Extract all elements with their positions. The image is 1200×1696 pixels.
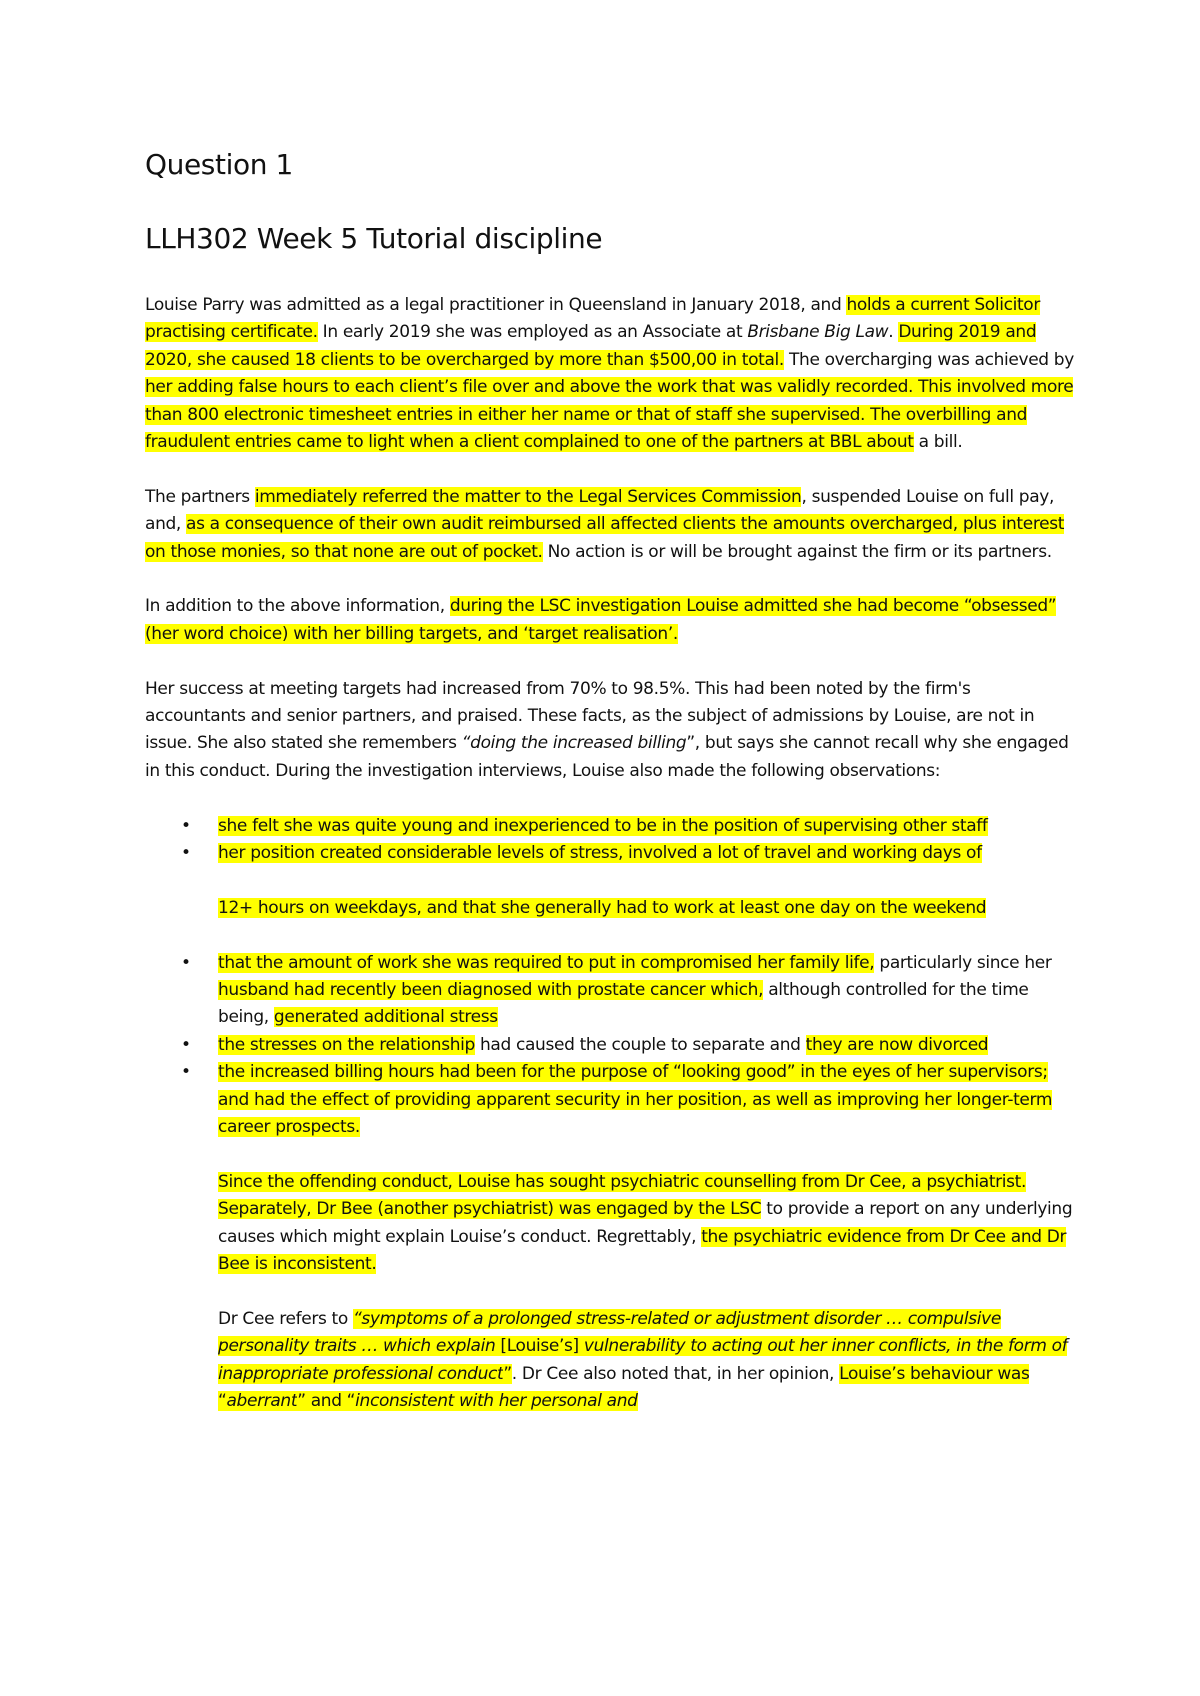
list-item-text [218, 953, 1052, 1028]
text-run: , suspended Louise on full pay, and, [145, 486, 1055, 535]
text-run: ”, but says she cannot recall why she engaged in this conduct. During the investigation interviews, Louise also made the following observations: [145, 733, 1069, 781]
list-item-text [218, 816, 988, 836]
text-run: In addition to the above information, [145, 596, 450, 617]
highlighted-text: “symptoms of a prolonged stress-related or adjustment disorder … compulsive personality traits … which explain [218, 1308, 1001, 1357]
paragraph-3 [145, 593, 1075, 648]
bullet-icon: • [181, 843, 191, 864]
list-item [145, 950, 1075, 1032]
list-item-text [218, 843, 982, 863]
paragraph-6 [145, 1306, 1075, 1416]
bullet-icon: • [181, 815, 191, 836]
text-run: “doing the increased billing [461, 733, 687, 754]
text-run: Brisbane Big Law [747, 322, 889, 343]
highlighted-text: they are now divorced [805, 1034, 989, 1055]
question-heading: Question 1 [145, 148, 293, 181]
highlighted-text: vulnerability to acting out her inner conflicts, in the form of inappropriate professional conduct [218, 1336, 1068, 1384]
document-title: LLH302 Week 5 Tutorial discipline [145, 222, 603, 255]
highlighted-text: Since the offending conduct, Louise has sought psychiatric counselling from Dr Cee, a psychiatrist. Separately, Dr Bee (another psychiatrist) was engaged by the LSC [218, 1171, 1027, 1220]
text-run: . Dr Cee also noted that, in her opinion, [511, 1363, 840, 1384]
highlighted-text: During 2019 and 2020, she caused 18 clients to be overcharged by more than $500,00 in total. [145, 322, 1037, 370]
bullet-icon: • [181, 1062, 191, 1083]
paragraph-2 [145, 484, 1075, 566]
bullet-icon: • [181, 952, 191, 973]
text-run: Dr Cee refers to [218, 1308, 353, 1329]
highlighted-text: holds a current Solicitor practising certificate. [145, 295, 1040, 343]
observations-list [145, 813, 1075, 1142]
highlighted-text: immediately referred the matter to the Legal Services Commission [254, 486, 802, 507]
list-item-continuation [218, 898, 986, 918]
text-run: The overcharging was achieved by [783, 349, 1074, 370]
highlighted-text: [Louise’s] [500, 1336, 579, 1357]
text-run: although controlled for the time being, [218, 980, 1029, 1028]
text-run: No action is or will be brought against the firm or its partners. [542, 541, 1052, 562]
list-item [145, 1059, 1075, 1141]
text-run: Louise Parry was admitted as a legal practitioner in Queensland in January 2018, and [145, 295, 847, 315]
highlighted-text: generated additional stress [273, 1007, 498, 1028]
highlighted-text: her adding false hours to each client’s file over and above the work that was validly recorded. This involved more than 800 electronic timesheet entries in either her name or that of staff she supervised. The overbilling and fraudulent entries came to light when a client complained to one of the partners at BBL about [145, 377, 1074, 453]
text-run: The partners [145, 486, 255, 507]
highlighted-text: the stresses on the relationship [218, 1034, 475, 1055]
list-item-text [218, 1062, 1052, 1137]
highlighted-text: 12+ hours on weekdays, and that she generally had to work at least one day on the weekend [218, 897, 987, 918]
text-run: to provide a report on any underlying causes which might explain Louise’s conduct. Regrettably, [218, 1199, 1073, 1247]
highlighted-text: inconsistent with her personal and [355, 1391, 638, 1412]
highlighted-text: her position created considerable levels of stress, involved a lot of travel and working days of [218, 843, 982, 864]
highlighted-text: ” and “ [297, 1391, 356, 1412]
text-run: . [888, 322, 899, 343]
list-item-text [218, 1035, 988, 1055]
highlighted-text: aberrant [226, 1391, 298, 1412]
text-run: had caused the couple to separate and [474, 1034, 806, 1055]
highlighted-text: Louise’s behaviour was “ [218, 1363, 1030, 1412]
paragraph-4 [145, 676, 1075, 786]
text-run: particularly since her [874, 952, 1052, 973]
bullet-icon: • [181, 1034, 191, 1055]
list-item [145, 1032, 1075, 1059]
highlighted-text: husband had recently been diagnosed with prostate cancer which, [218, 980, 764, 1001]
document-body [145, 292, 1075, 1443]
paragraph-5 [145, 1169, 1075, 1279]
paragraph-1 [145, 292, 1075, 456]
highlighted-text: the psychiatric evidence from Dr Cee and Dr Bee is inconsistent. [218, 1226, 1067, 1275]
text-run: a bill. [913, 432, 963, 453]
list-item [145, 840, 1075, 950]
highlighted-text: she felt she was quite young and inexperienced to be in the position of supervising other staff [218, 815, 988, 836]
text-run: In early 2019 she was employed as an Associate at [317, 322, 748, 343]
list-item [145, 813, 1075, 840]
highlighted-text: ” [503, 1363, 512, 1384]
highlighted-text: the increased billing hours had been for the purpose of “looking good” in the eyes of her supervisors; and had the effect of providing apparent security in her position, as well as improving her longer-term career prospects. [218, 1062, 1053, 1138]
text-run: Her success at meeting targets had increased from 70% to 98.5%. This had been noted by the firm's accountants and senior partners, and praised. These facts, as the subject of admissions by Louise, are not in issue. She also stated she remembers [145, 678, 1035, 754]
highlighted-text: that the amount of work she was required to put in compromised her family life, [218, 952, 875, 973]
highlighted-text: as a consequence of their own audit reimbursed all affected clients the amounts overcharged, plus interest on those monies, so that none are out of pocket. [145, 514, 1065, 562]
highlighted-text: during the LSC investigation Louise admitted she had become “obsessed” (her word choice) with her billing targets, and ‘target realisation’. [145, 596, 1057, 644]
